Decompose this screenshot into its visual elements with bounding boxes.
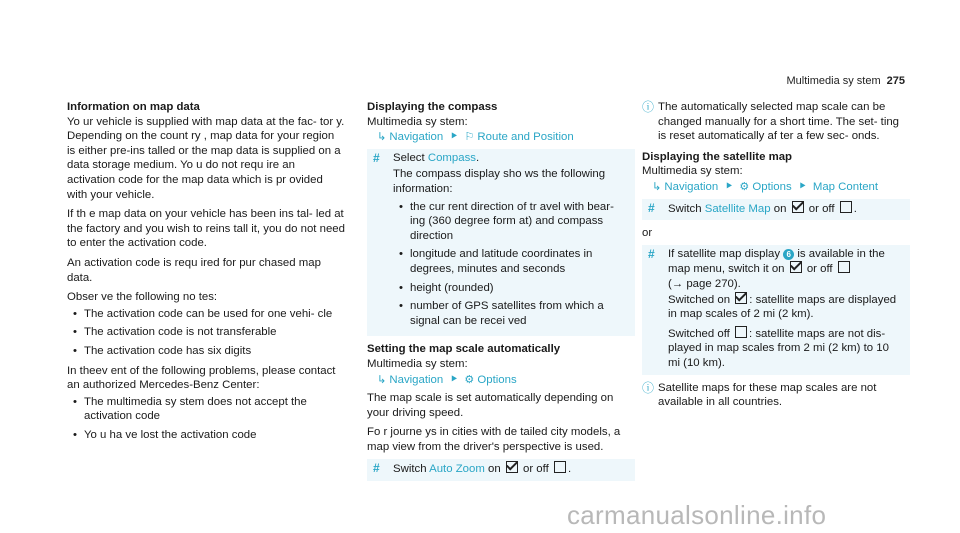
step-text: Switch xyxy=(668,202,702,215)
list-item: • the cur rent direction of tr avel with bear‐ ing (360 degree form at) and compass direction xyxy=(393,200,629,244)
heading-map-scale: Setting the map scale automatically xyxy=(367,343,561,356)
multimedia-label: Multimedia sy stem: xyxy=(367,357,468,370)
menu-path xyxy=(367,130,635,145)
route-icon: ⚐ xyxy=(464,131,475,144)
checkbox-empty-icon xyxy=(838,261,850,273)
double-chevron-icon: ⯈ xyxy=(797,180,807,193)
watermark: carmanualsonline.info xyxy=(567,500,827,530)
gear-icon: ⚙ xyxy=(464,373,475,386)
menu-path xyxy=(642,180,910,195)
path-options: Options xyxy=(477,373,517,386)
step-text: . xyxy=(567,463,572,476)
multimedia-label: Multimedia sy stem: xyxy=(642,165,743,178)
paragraph: Fo r journe ys in cities with de tailed city models, a map view from the driver's perspective is used. xyxy=(367,426,621,453)
checkbox-empty-icon xyxy=(840,201,852,213)
step-text: : satellite maps are displayed in map scales of 2 mi (2 km). xyxy=(668,293,897,321)
paragraph: The map scale is set automatically depending on your driving speed. xyxy=(367,392,614,419)
step-auto-zoom xyxy=(367,459,635,481)
heading-compass: Displaying the compass xyxy=(367,101,498,113)
list-item: • Yo u ha ve lost the activation code xyxy=(67,428,345,443)
info-icon: ⓘ xyxy=(642,380,655,395)
path-route-position: Route and Position xyxy=(477,131,574,144)
heading-satellite-map: Displaying the satellite map xyxy=(642,150,793,163)
step-text: Switched on xyxy=(668,293,731,306)
step-text: or off xyxy=(523,463,549,476)
multimedia-label: Multimedia sy stem: xyxy=(367,115,468,128)
step-text: . xyxy=(475,151,480,164)
problems-list xyxy=(67,395,345,443)
step-text: If satellite map display xyxy=(668,247,781,260)
column-1 xyxy=(67,100,345,447)
return-arrow-icon: ↳ xyxy=(377,131,387,144)
column-2 xyxy=(367,100,635,487)
paragraph: The compass display sho ws the following information: xyxy=(393,168,606,195)
list-item: • height (rounded) xyxy=(393,281,629,296)
paragraph: Yo ur vehicle is supplied with map data at the fac‐ tor y. Depending on the count ry , map data for your region is either pre-ins talled or the map data is supplied on a data storage medium. Yo u do not requ ire an activation code for the map data which is pr ovided with your vehicle. xyxy=(67,115,345,201)
page-header xyxy=(787,75,906,87)
gear-icon: ⚙ xyxy=(739,180,750,193)
double-chevron-icon: ⯈ xyxy=(449,373,459,386)
column-3 xyxy=(642,100,910,416)
step-text: is available in the map menu, switch it on xyxy=(668,247,885,276)
checkbox-checked-icon xyxy=(792,201,804,213)
path-navigation: Navigation xyxy=(389,373,444,386)
checkbox-checked-icon xyxy=(790,261,802,273)
list-item: • The activation code is not transferable xyxy=(67,325,345,340)
return-arrow-icon: ↳ xyxy=(652,180,662,193)
list-item: • The activation code can be used for one vehi‐ cle xyxy=(67,307,345,322)
step-select-compass xyxy=(367,149,635,337)
path-map-content: Map Content xyxy=(812,180,879,193)
info-note xyxy=(642,100,910,144)
checkbox-checked-icon xyxy=(506,461,518,473)
step-satellite-display xyxy=(642,245,910,375)
auto-zoom-link: Auto Zoom xyxy=(429,463,485,476)
notes-list xyxy=(67,307,345,359)
step-text: Select xyxy=(393,151,425,164)
path-navigation: Navigation xyxy=(664,180,719,193)
or-label: or xyxy=(642,227,653,240)
double-chevron-icon: ⯈ xyxy=(449,131,459,144)
compass-link: Compass xyxy=(427,151,476,164)
callout-badge: 6 xyxy=(783,249,794,260)
step-text: Switched off xyxy=(668,327,730,340)
checkbox-empty-icon xyxy=(554,461,566,473)
step-text: on xyxy=(488,463,501,476)
step-icon: # xyxy=(373,150,380,165)
paragraph: An activation code is requ ired for pur chased map data. xyxy=(67,256,321,284)
compass-info-list xyxy=(393,200,629,329)
paragraph: In theev ent of the following problems, please contact an authorized Mercedes‑Benz Center: xyxy=(67,364,336,392)
heading-map-data: Information on map data xyxy=(67,101,200,113)
step-text: or off xyxy=(808,202,835,215)
list-item: • number of GPS satellites from which a signal can be recei ved xyxy=(393,299,629,328)
step-text: : satellite maps are not dis‐ played in map scales from 2 mi (2 km) to 10 mi (10 km). xyxy=(668,327,889,369)
step-icon: # xyxy=(373,461,380,476)
path-options: Options xyxy=(752,180,792,193)
satellite-map-link: Satellite Map xyxy=(704,202,771,215)
paragraph xyxy=(668,247,904,322)
section-title: Multimedia sy stem xyxy=(786,75,881,87)
menu-path xyxy=(367,373,635,388)
step-text: Switch xyxy=(393,463,427,476)
info-note xyxy=(642,381,910,410)
paragraph xyxy=(668,326,904,371)
note-text: Satellite maps for these map scales are not available in all countries. xyxy=(658,381,877,409)
list-item: • The activation code has six digits xyxy=(67,344,345,359)
step-text: on xyxy=(773,202,787,215)
step-icon: # xyxy=(648,246,655,261)
return-arrow-icon: ↳ xyxy=(377,373,387,386)
checkbox-empty-icon xyxy=(735,326,747,338)
page-number: 275 xyxy=(886,75,905,87)
step-icon: # xyxy=(648,200,655,215)
step-text: . xyxy=(853,202,857,215)
note-text: The automatically selected map scale can be changed manually for a short time. The set‐ ting is reset automatically af ter a few sec‐ onds. xyxy=(658,101,900,143)
checkbox-checked-icon xyxy=(735,292,747,304)
paragraph: If th e map data on your vehicle has been ins tal‐ led at the factory and you wish to reins tall it, you do not need to enter the activation code. xyxy=(67,208,345,250)
step-satellite-map xyxy=(642,199,910,221)
paragraph: Obser ve the following no tes: xyxy=(67,291,218,304)
list-item: • The multimedia sy stem does not accept the activation code xyxy=(67,395,345,424)
list-item: • longitude and latitude coordinates in degrees, minutes and seconds xyxy=(393,247,629,276)
page-reference: (→ page 270). xyxy=(668,277,741,290)
info-icon: ⓘ xyxy=(642,100,655,114)
double-chevron-icon: ⯈ xyxy=(724,180,734,193)
step-text: or off xyxy=(806,263,833,276)
path-navigation: Navigation xyxy=(389,131,444,144)
